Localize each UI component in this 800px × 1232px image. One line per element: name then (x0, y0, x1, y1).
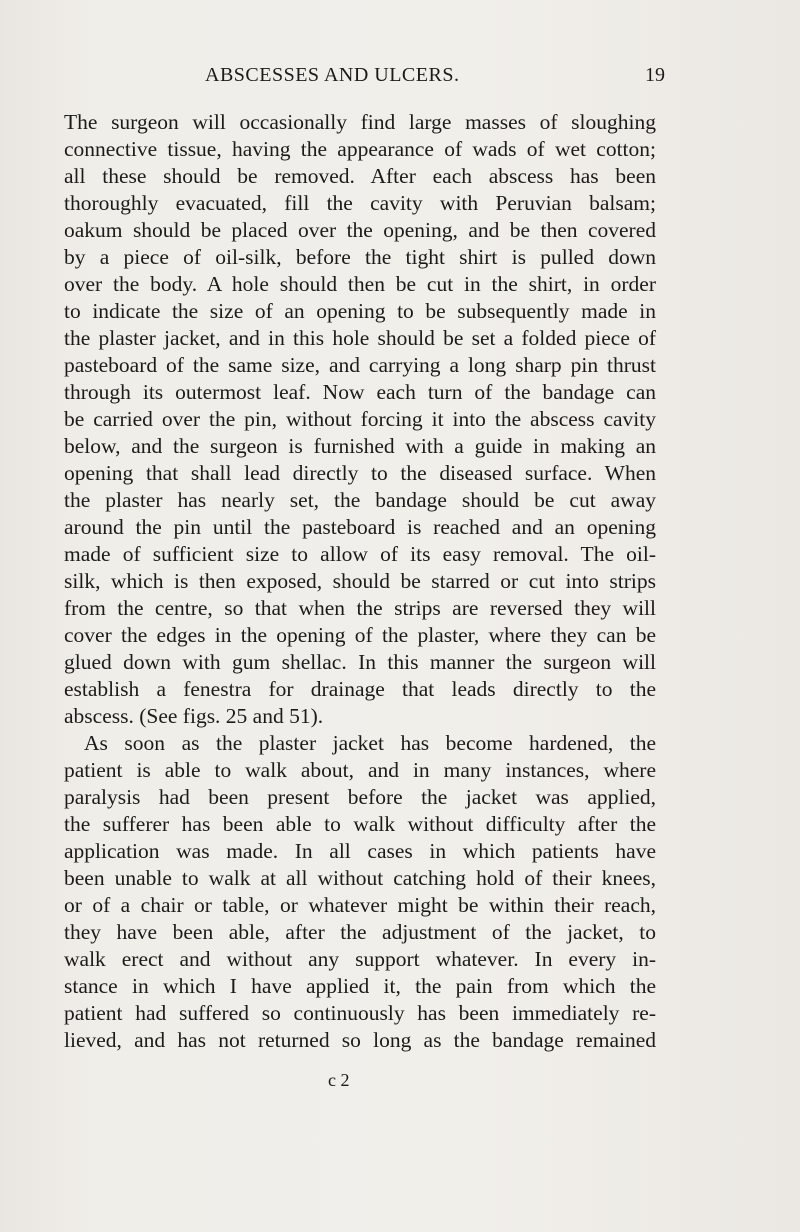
text-line: connective tissue, having the appearance of wads of wet cotton; (64, 137, 656, 161)
text-line: be carried over the pin, without forcing it into the abscess cavity (64, 407, 656, 431)
text-line: glued down with gum shellac. In this manner the surgeon will (64, 650, 656, 674)
text-line: all these should be removed. After each abscess has been (64, 164, 656, 188)
text-line: establish a fenestra for drainage that leads directly to the (64, 677, 656, 701)
text-line: they have been able, after the adjustment of the jacket, to (64, 920, 656, 944)
text-line: been unable to walk at all without catching hold of their knees, (64, 866, 656, 890)
text-line: abscess. (See figs. 25 and 51). (64, 704, 324, 728)
text-line: opening that shall lead directly to the diseased surface. When (64, 461, 656, 485)
text-line: patient had suffered so continuously has been immediately re- (64, 1001, 656, 1025)
text-line: below, and the surgeon is furnished with a guide in making an (64, 434, 656, 458)
text-line: The surgeon will occasionally find large masses of sloughing (64, 110, 656, 134)
running-title: ABSCESSES AND ULCERS. (205, 64, 460, 86)
text-line: cover the edges in the opening of the plaster, where they can be (64, 623, 656, 647)
text-line: paralysis had been present before the jacket was applied, (64, 785, 656, 809)
page-number: 19 (645, 64, 665, 86)
text-line: patient is able to walk about, and in many instances, where (64, 758, 656, 782)
text-line: through its outermost leaf. Now each turn of the bandage can (64, 380, 656, 404)
text-line: oakum should be placed over the opening, and be then covered (64, 218, 656, 242)
text-line: lieved, and has not returned so long as the bandage remained (64, 1028, 656, 1052)
text-line: to indicate the size of an opening to be subsequently made in (64, 299, 656, 323)
text-line: As soon as the plaster jacket has become hardened, the (84, 731, 656, 755)
text-line: silk, which is then exposed, should be starred or cut into strips (64, 569, 656, 593)
text-line: made of sufficient size to allow of its easy removal. The oil- (64, 542, 656, 566)
text-line: walk erect and without any support whatever. In every in- (64, 947, 656, 971)
page-header (205, 64, 665, 94)
text-line: the sufferer has been able to walk without difficulty after the (64, 812, 656, 836)
text-line: around the pin until the pasteboard is reached and an opening (64, 515, 656, 539)
text-line: by a piece of oil-silk, before the tight shirt is pulled down (64, 245, 656, 269)
text-line: over the body. A hole should then be cut in the shirt, in order (64, 272, 656, 296)
text-line: application was made. In all cases in which patients have (64, 839, 656, 863)
text-line: pasteboard of the same size, and carrying a long sharp pin thrust (64, 353, 656, 377)
text-line: or of a chair or table, or whatever might be within their reach, (64, 893, 656, 917)
signature-mark: c 2 (328, 1070, 350, 1090)
text-line: from the centre, so that when the strips are reversed they will (64, 596, 656, 620)
text-line: the plaster jacket, and in this hole should be set a folded piece of (64, 326, 656, 350)
text-line: thoroughly evacuated, fill the cavity with Peruvian balsam; (64, 191, 656, 215)
text-line: the plaster has nearly set, the bandage should be cut away (64, 488, 656, 512)
text-line: stance in which I have applied it, the pain from which the (64, 974, 656, 998)
